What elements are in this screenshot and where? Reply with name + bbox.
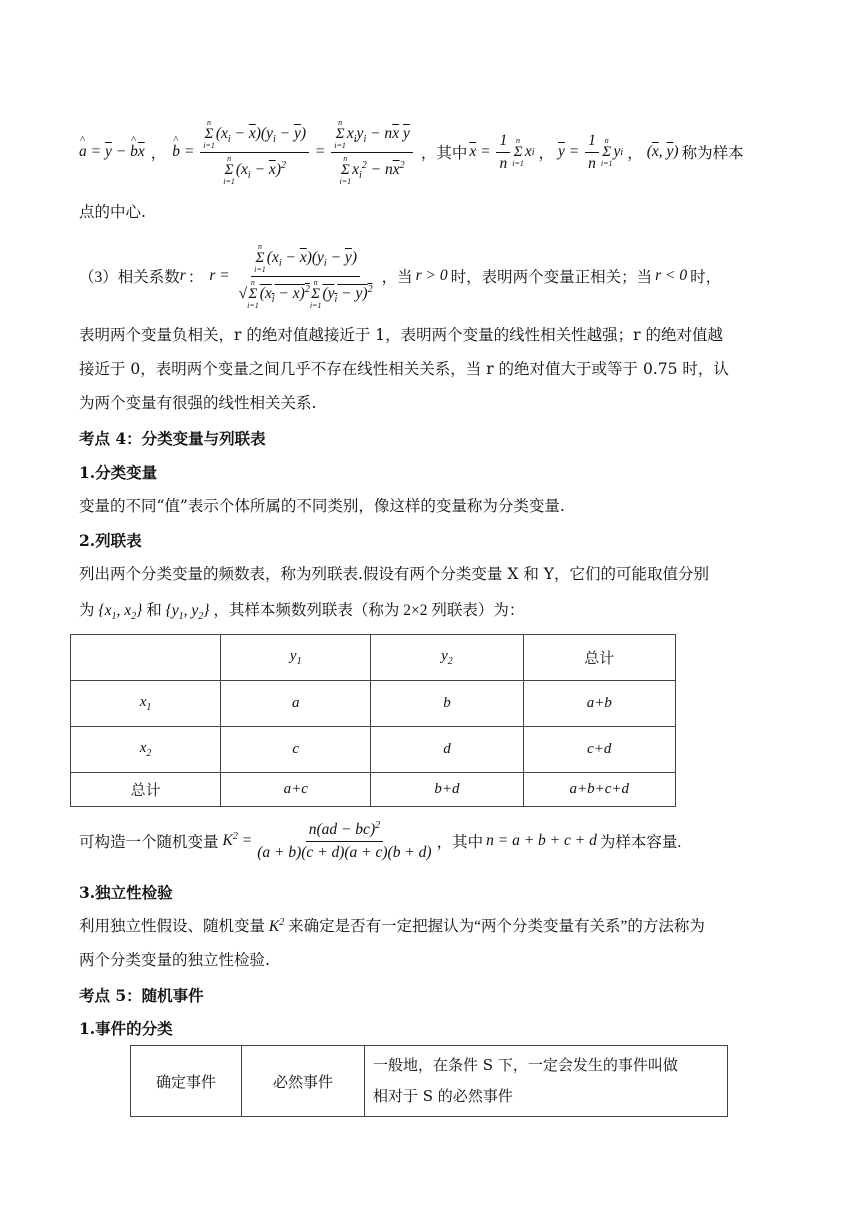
table-cell: [71, 635, 221, 681]
table-cell: d: [371, 727, 523, 773]
table-header-y1: $y_1$: [221, 635, 371, 681]
table-row: [71, 681, 676, 727]
positive-correlation-text: 时，表明两个变量正相关；当: [450, 269, 653, 286]
section5-sub1-heading: 1.事件的分类: [79, 1019, 173, 1038]
table-cell-certain-event: 确定事件: [131, 1046, 242, 1117]
table-cell: b+d: [371, 773, 523, 807]
b-hat-formula: ^ b = n Σ i=1 $(x_i - \overline{x})(y_i - \overline{y})$ n Σ i=1 $(x_i - \overline{x})^2$ = n Σ i=1 $x_iy_i - n\overline{x}$ $\overline{y}$ n Σ i=1 $x_i^2 - n\overline{x}^2$: [172, 119, 415, 186]
table-cell: c+d: [523, 727, 675, 773]
x-bar-formula: $\overline{x}$ = $\frac{1}{n}$ n Σ i=1 x i: [469, 131, 535, 172]
regression-formula-line: ^ $a = \overline{y}$ − ^ $b\overline{x}$ ， ^ b = n Σ i=1 $(x_i - \overline{x})(y_i - \overline{y})$ n Σ i=1 $(x_i - \overline{x})^2$ = n Σ i=1 $x_iy_i - n\overline{x}$ $\overline{y}$ n Σ i=1 $x_i^2 - n\overline{x}^2$ ， 其中 $\overline{x}$ = $\frac{1}{n}$ n Σ i=1 x i ， $\overline{y}$ = $\frac{1}{n}$ n Σ i=1 y i ， ($\overline{x}$, $\overline{y}$) 称为样本: [79, 112, 790, 192]
table-row: [71, 635, 676, 681]
table-row-total: 总计: [71, 773, 221, 807]
sub3-text-a: 利用独立性假设、随机变量: [79, 918, 266, 935]
section4-sub3-heading: 3.独立性检验: [79, 883, 173, 902]
table-cell: a+b+c+d: [523, 773, 675, 807]
correlation-text-line2: 表明两个变量负相关，r 的绝对值越接近于 1，表明两个变量的线性相关性越强；r 的绝对值越: [79, 326, 723, 344]
text-he: 和: [146, 602, 162, 619]
section4-sub2-text2: [79, 598, 790, 622]
table-row-x1: $x_1$: [71, 681, 221, 727]
k2-prefix: 可构造一个随机变量: [79, 834, 219, 851]
k2-formula: $\frac{n(ad - bc)^2}{(a + b)(c + d)(a + c)(b + d)}$: [257, 819, 432, 862]
text-table-intro: ，其样本频数列联表（称为 2×2 列联表）为：: [213, 602, 525, 619]
table-cell: a+c: [221, 773, 371, 807]
table-cell: a: [221, 681, 371, 727]
negative-tail-text: 时，: [690, 269, 722, 286]
section4-sub1-text: 变量的不同“值”表示个体所属的不同类别，像这样的变量称为分类变量.: [79, 497, 565, 515]
section4-sub2-text: 列出两个分类变量的频数表，称为列联表.假设有两个分类变量 X 和 Y，它们的可能取值分别: [79, 565, 709, 583]
sample-center-point: ($\overline{x}$, $\overline{y}$): [646, 143, 679, 160]
correlation-text-line3: 接近于 0，表明两个变量之间几乎不存在线性相关关系，当 r 的绝对值大于或等于 0.75 时，认: [79, 360, 729, 378]
contingency-table: [70, 634, 676, 807]
section4-sub2-heading: 2.列联表: [79, 531, 142, 550]
where-text: 其中: [436, 145, 468, 162]
table-header-total: 总计: [523, 635, 675, 681]
table-header-y2: $y_2$: [371, 635, 523, 681]
correlation-label: （3）相关系数: [79, 269, 180, 286]
sub3-text-b: 来确定是否有一定把握认为“两个分类变量有关系”的方法称为: [288, 918, 705, 935]
table-cell-inevitable-event: 必然事件: [242, 1046, 365, 1117]
y-bar-formula: $\overline{y}$ = $\frac{1}{n}$ n Σ i=1 y i: [558, 131, 624, 172]
text-wei: 为: [79, 602, 95, 619]
k2-mid: ，其中: [436, 834, 484, 851]
correlation-line: （3）相关系数 r ： r = n Σ i=1 $(x_i - \overline{x})(y_i - \overline{y})$ √ n Σ i=1 $(x_i - x)^2$ n Σ i=1 $(y_i - y)^2$ ，当 r > 0 时，表明两个变量正相关；当 r < 0 时，: [79, 241, 722, 310]
table-cell: a+b: [523, 681, 675, 727]
sample-center-text-2: 点的中心.: [79, 203, 146, 221]
k2-suffix: 为样本容量.: [599, 834, 682, 851]
table-row: [71, 727, 676, 773]
section4-sub3-text1: 利用独立性假设、随机变量 $K^2$ 来确定是否有一定把握认为“两个分类变量有关系”的方法称为: [79, 916, 705, 935]
table-cell-definition: [365, 1046, 728, 1117]
when-text: ，当: [381, 269, 413, 286]
table-row-x2: $x_2$: [71, 727, 221, 773]
table-cell: b: [371, 681, 523, 727]
definition-line1: 一般地，在条件 S 下，一定会发生的事件叫做: [373, 1056, 678, 1074]
section4-sub3-text2: 两个分类变量的独立性检验.: [79, 951, 270, 969]
section4-sub1-heading: 1.分类变量: [79, 463, 158, 482]
correlation-text-line4: 为两个变量有很强的线性相关关系.: [79, 394, 317, 412]
table-row: [71, 773, 676, 807]
a-hat-formula: ^ $a = \overline{y}$ − ^ $b\overline{x}$: [79, 143, 145, 161]
y-set: {$y_1$, $y_2$}: [165, 602, 210, 623]
correlation-formula: r = n Σ i=1 $(x_i - \overline{x})(y_i - \overline{y})$ √ n Σ i=1 $(x_i - x)^2$ n Σ i=1 $(y_i - y)^2$: [209, 241, 373, 310]
event-classification-table: [130, 1045, 728, 1117]
section5-heading: 考点 5：随机事件: [79, 986, 204, 1005]
k2-formula-line: 可构造一个随机变量 $K^2$ = $\frac{n(ad - bc)^2}{(a + b)(c + d)(a + c)(b + d)}$ ，其中 n = a + b + c + d 为样本容量.: [79, 819, 682, 862]
section4-heading: 考点 4：分类变量与列联表: [79, 429, 266, 448]
table-cell: c: [221, 727, 371, 773]
x-set: {$x_1$, $x_2$}: [98, 602, 143, 623]
table-row: [131, 1046, 728, 1117]
definition-line2: 相对于 S 的必然事件: [373, 1087, 513, 1105]
sample-center-text: 称为样本: [681, 145, 744, 162]
